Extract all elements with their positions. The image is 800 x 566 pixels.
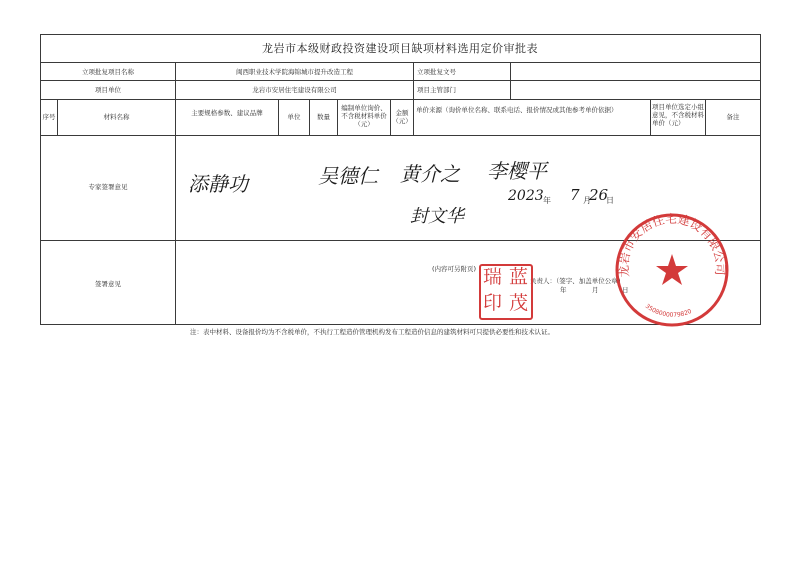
- project-name-label: 立项批复项目名称: [82, 68, 134, 76]
- expert-signature: 黄介之: [400, 162, 460, 186]
- expert-date-year-char: 年: [543, 196, 551, 205]
- table-line: [40, 80, 761, 81]
- table-line: [40, 62, 761, 63]
- table-line: [175, 135, 176, 325]
- table-line: [510, 62, 511, 100]
- header-material: 材料名称: [103, 113, 130, 121]
- table-line: [175, 99, 176, 136]
- table-line: [40, 99, 761, 100]
- table-line: [413, 99, 414, 136]
- name-stamp-char: 印: [483, 292, 503, 314]
- sign-month-char: 月: [592, 286, 599, 294]
- table-line: [650, 99, 651, 136]
- expert-date-day-char: 日: [606, 196, 614, 205]
- table-line: [337, 99, 338, 136]
- seal-star-icon: [656, 254, 688, 285]
- header-qty: 数量: [317, 113, 330, 121]
- expert-signature: 李樱平: [487, 159, 547, 183]
- header-unit-price: 编制单位询价、不含税材料单价（元）: [341, 104, 387, 129]
- dept-label: 项目主管部门: [417, 86, 456, 94]
- name-stamp: [479, 264, 533, 320]
- name-stamp-char: 蓝: [509, 266, 529, 288]
- project-unit-label: 项目单位: [95, 86, 121, 94]
- table-line: [413, 62, 414, 100]
- responsible-label: 负责人：（签字、加盖单位公章）: [530, 277, 625, 285]
- expert-date-year: 2023: [508, 188, 544, 204]
- attach-note: (内容可另附页): [432, 265, 477, 273]
- expert-signature: 添静功: [188, 172, 248, 196]
- seal-text: 龙岩市安居住宅建设有限公司: [616, 211, 728, 278]
- name-stamp-char: 茂: [509, 292, 529, 314]
- header-project-price: 项目单位选定小组意见，不含税材料单价（元）: [652, 103, 704, 128]
- name-stamp-char: 瑞: [483, 266, 503, 288]
- header-remark: 备注: [726, 113, 740, 121]
- expert-opinion-label: 专家签署意见: [88, 183, 128, 191]
- table-border-top: [40, 34, 761, 35]
- expert-signature: 封文华: [410, 206, 464, 227]
- table-line: [40, 135, 761, 136]
- sign-opinion-label: 签署意见: [95, 280, 121, 288]
- header-price-source: 单价来源（询价单位名称、联系电话、报价情况或其他参考单价依据）: [416, 106, 618, 114]
- sign-day-char: 日: [622, 286, 629, 294]
- header-unit: 单位: [287, 113, 301, 121]
- sign-year-char: 年: [560, 286, 567, 294]
- expert-date-month-char: 月: [583, 196, 591, 205]
- project-name-value: 闽西职业技术学院海锦城市提升改造工程: [236, 68, 353, 76]
- expert-date-day: 26: [589, 186, 609, 204]
- seal-number: 3508000079820: [643, 302, 693, 319]
- page-title: 龙岩市本级财政投资建设项目缺项材料选用定价审批表: [262, 42, 538, 55]
- project-unit-value: 龙岩市安居住宅建设有限公司: [252, 86, 337, 94]
- expert-signature: 吴德仁: [318, 164, 378, 188]
- footnote: 注：表中材料、设备报价均为不含税单价，不执行工程造价管理机构发布工程造价信息的建筑材料可只提供必要性和技术认证。: [190, 328, 554, 336]
- table-border-right: [760, 34, 761, 325]
- header-spec: 主要规格参数、建议品牌: [191, 109, 263, 117]
- header-seq: 序号: [42, 113, 56, 121]
- approval-number-label: 立项批复文号: [417, 68, 456, 76]
- company-seal: [612, 208, 732, 328]
- header-amount: 金额（元）: [392, 109, 412, 126]
- expert-date-month: 7: [570, 186, 580, 204]
